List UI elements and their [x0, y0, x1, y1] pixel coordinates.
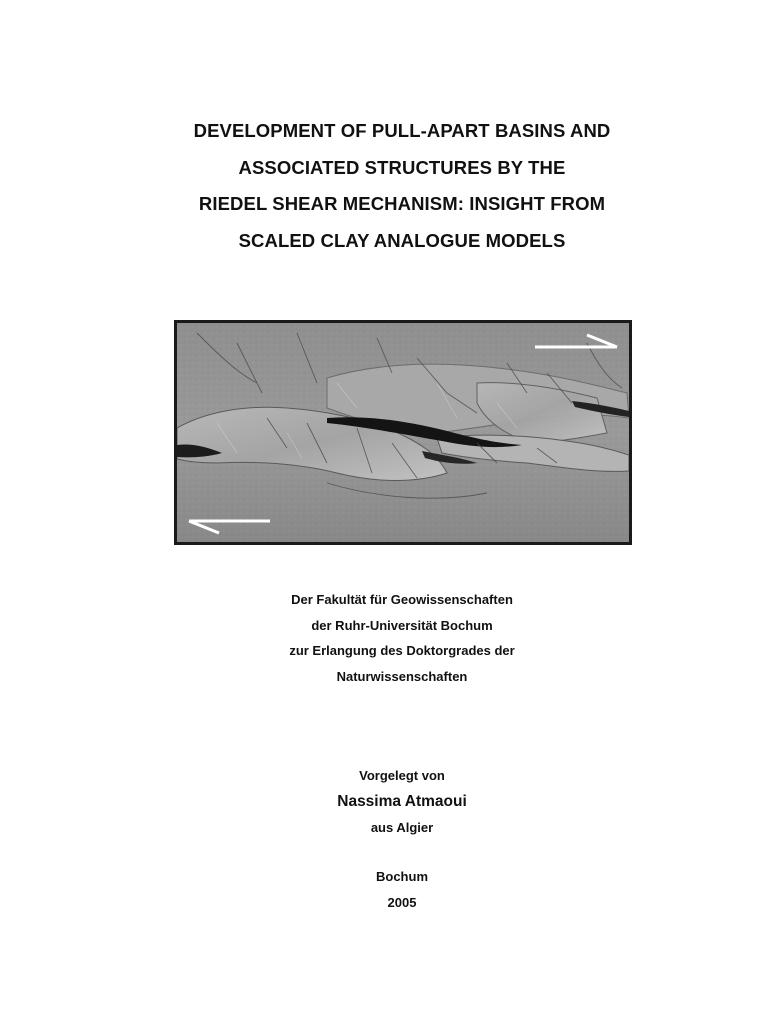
place: Bochum [376, 869, 428, 884]
year: 2005 [387, 894, 417, 910]
faculty-line-4: Naturwissenschaften [336, 668, 468, 684]
author-block [0, 763, 768, 915]
thesis-title [0, 113, 768, 259]
clay-model-illustration [177, 323, 629, 542]
presented-by-label: Vorgelegt von [359, 768, 445, 783]
author-name: Nassima Atmaoui [337, 792, 467, 810]
clay-model-photo [174, 320, 632, 545]
faculty-line-1: Der Fakultät für Geowissenschaften [291, 592, 513, 607]
title-line-1: DEVELOPMENT OF PULL-APART BASINS AND [193, 120, 611, 141]
title-line-2: ASSOCIATED STRUCTURES BY THE [238, 156, 566, 178]
faculty-line-2: der Ruhr-Universität Bochum [311, 617, 493, 633]
faculty-line-3: zur Erlangung des Doktorgrades der [289, 643, 515, 658]
faculty-statement [0, 587, 768, 689]
title-line-3: RIEDEL SHEAR MECHANISM: INSIGHT FROM [198, 193, 606, 214]
title-line-4: SCALED CLAY ANALOGUE MODELS [238, 229, 566, 251]
author-origin: aus Algier [370, 819, 434, 835]
